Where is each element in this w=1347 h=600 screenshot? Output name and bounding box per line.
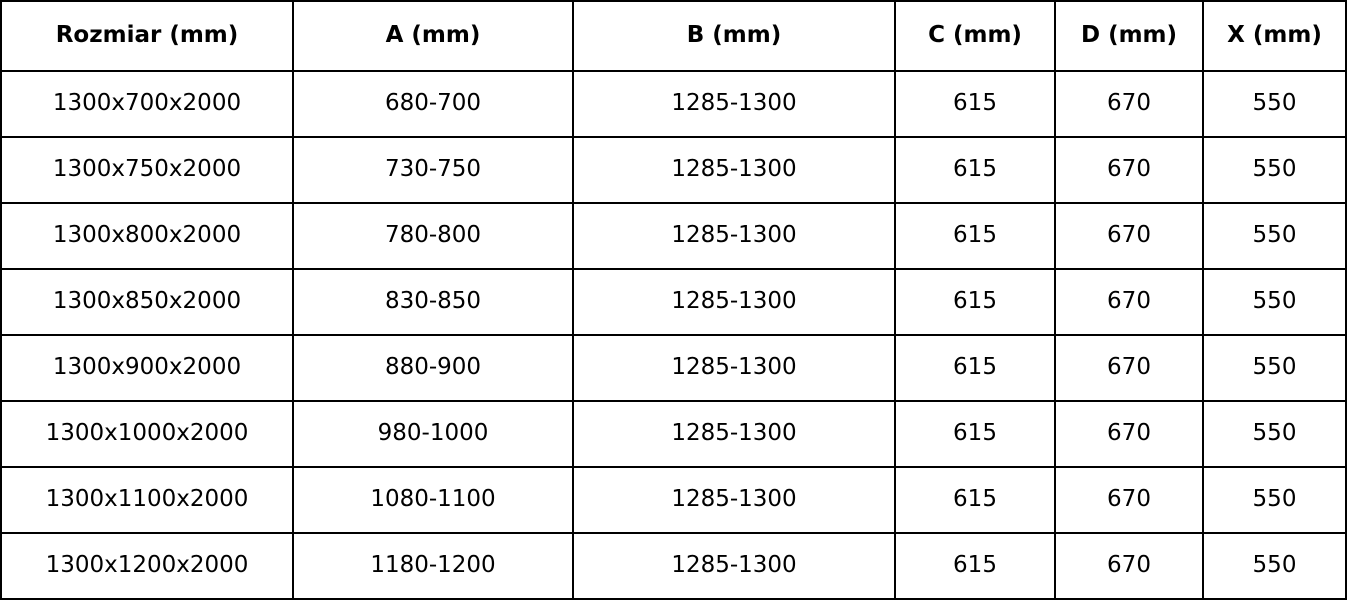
cell-a: 680-700: [293, 71, 573, 137]
cell-d: 670: [1055, 401, 1203, 467]
cell-d: 670: [1055, 335, 1203, 401]
cell-d: 670: [1055, 203, 1203, 269]
cell-b: 1285-1300: [573, 533, 895, 599]
cell-a: 730-750: [293, 137, 573, 203]
cell-b: 1285-1300: [573, 335, 895, 401]
table-row: [1, 401, 1346, 467]
cell-d: 670: [1055, 137, 1203, 203]
cell-rozmiar: 1300x750x2000: [1, 137, 293, 203]
column-header-b: B (mm): [573, 1, 895, 71]
cell-rozmiar: 1300x700x2000: [1, 71, 293, 137]
table-row: [1, 335, 1346, 401]
table-row: [1, 533, 1346, 599]
cell-a: 880-900: [293, 335, 573, 401]
cell-a: 980-1000: [293, 401, 573, 467]
cell-rozmiar: 1300x800x2000: [1, 203, 293, 269]
cell-rozmiar: 1300x1000x2000: [1, 401, 293, 467]
cell-x: 550: [1203, 335, 1346, 401]
table-row: [1, 269, 1346, 335]
cell-a: 1180-1200: [293, 533, 573, 599]
cell-rozmiar: 1300x900x2000: [1, 335, 293, 401]
cell-c: 615: [895, 203, 1055, 269]
cell-b: 1285-1300: [573, 269, 895, 335]
cell-rozmiar: 1300x1200x2000: [1, 533, 293, 599]
cell-d: 670: [1055, 467, 1203, 533]
cell-d: 670: [1055, 71, 1203, 137]
column-header-x: X (mm): [1203, 1, 1346, 71]
table-row: [1, 203, 1346, 269]
cell-c: 615: [895, 269, 1055, 335]
cell-c: 615: [895, 137, 1055, 203]
cell-c: 615: [895, 71, 1055, 137]
cell-d: 670: [1055, 533, 1203, 599]
cell-x: 550: [1203, 467, 1346, 533]
cell-b: 1285-1300: [573, 401, 895, 467]
cell-c: 615: [895, 401, 1055, 467]
column-header-rozmiar: Rozmiar (mm): [1, 1, 293, 71]
cell-rozmiar: 1300x1100x2000: [1, 467, 293, 533]
cell-b: 1285-1300: [573, 467, 895, 533]
cell-x: 550: [1203, 533, 1346, 599]
table-header-row: [1, 1, 1346, 71]
column-header-d: D (mm): [1055, 1, 1203, 71]
cell-a: 1080-1100: [293, 467, 573, 533]
cell-rozmiar: 1300x850x2000: [1, 269, 293, 335]
table-row: [1, 71, 1346, 137]
table-header: [1, 1, 1346, 71]
cell-c: 615: [895, 335, 1055, 401]
cell-x: 550: [1203, 203, 1346, 269]
column-header-a: A (mm): [293, 1, 573, 71]
cell-c: 615: [895, 467, 1055, 533]
cell-x: 550: [1203, 269, 1346, 335]
cell-c: 615: [895, 533, 1055, 599]
cell-d: 670: [1055, 269, 1203, 335]
cell-a: 780-800: [293, 203, 573, 269]
cell-b: 1285-1300: [573, 203, 895, 269]
cell-b: 1285-1300: [573, 137, 895, 203]
table-row: [1, 467, 1346, 533]
column-header-c: C (mm): [895, 1, 1055, 71]
cell-b: 1285-1300: [573, 71, 895, 137]
table-row: [1, 137, 1346, 203]
cell-x: 550: [1203, 137, 1346, 203]
cell-a: 830-850: [293, 269, 573, 335]
cell-x: 550: [1203, 401, 1346, 467]
table-body: [1, 71, 1346, 599]
cell-x: 550: [1203, 71, 1346, 137]
